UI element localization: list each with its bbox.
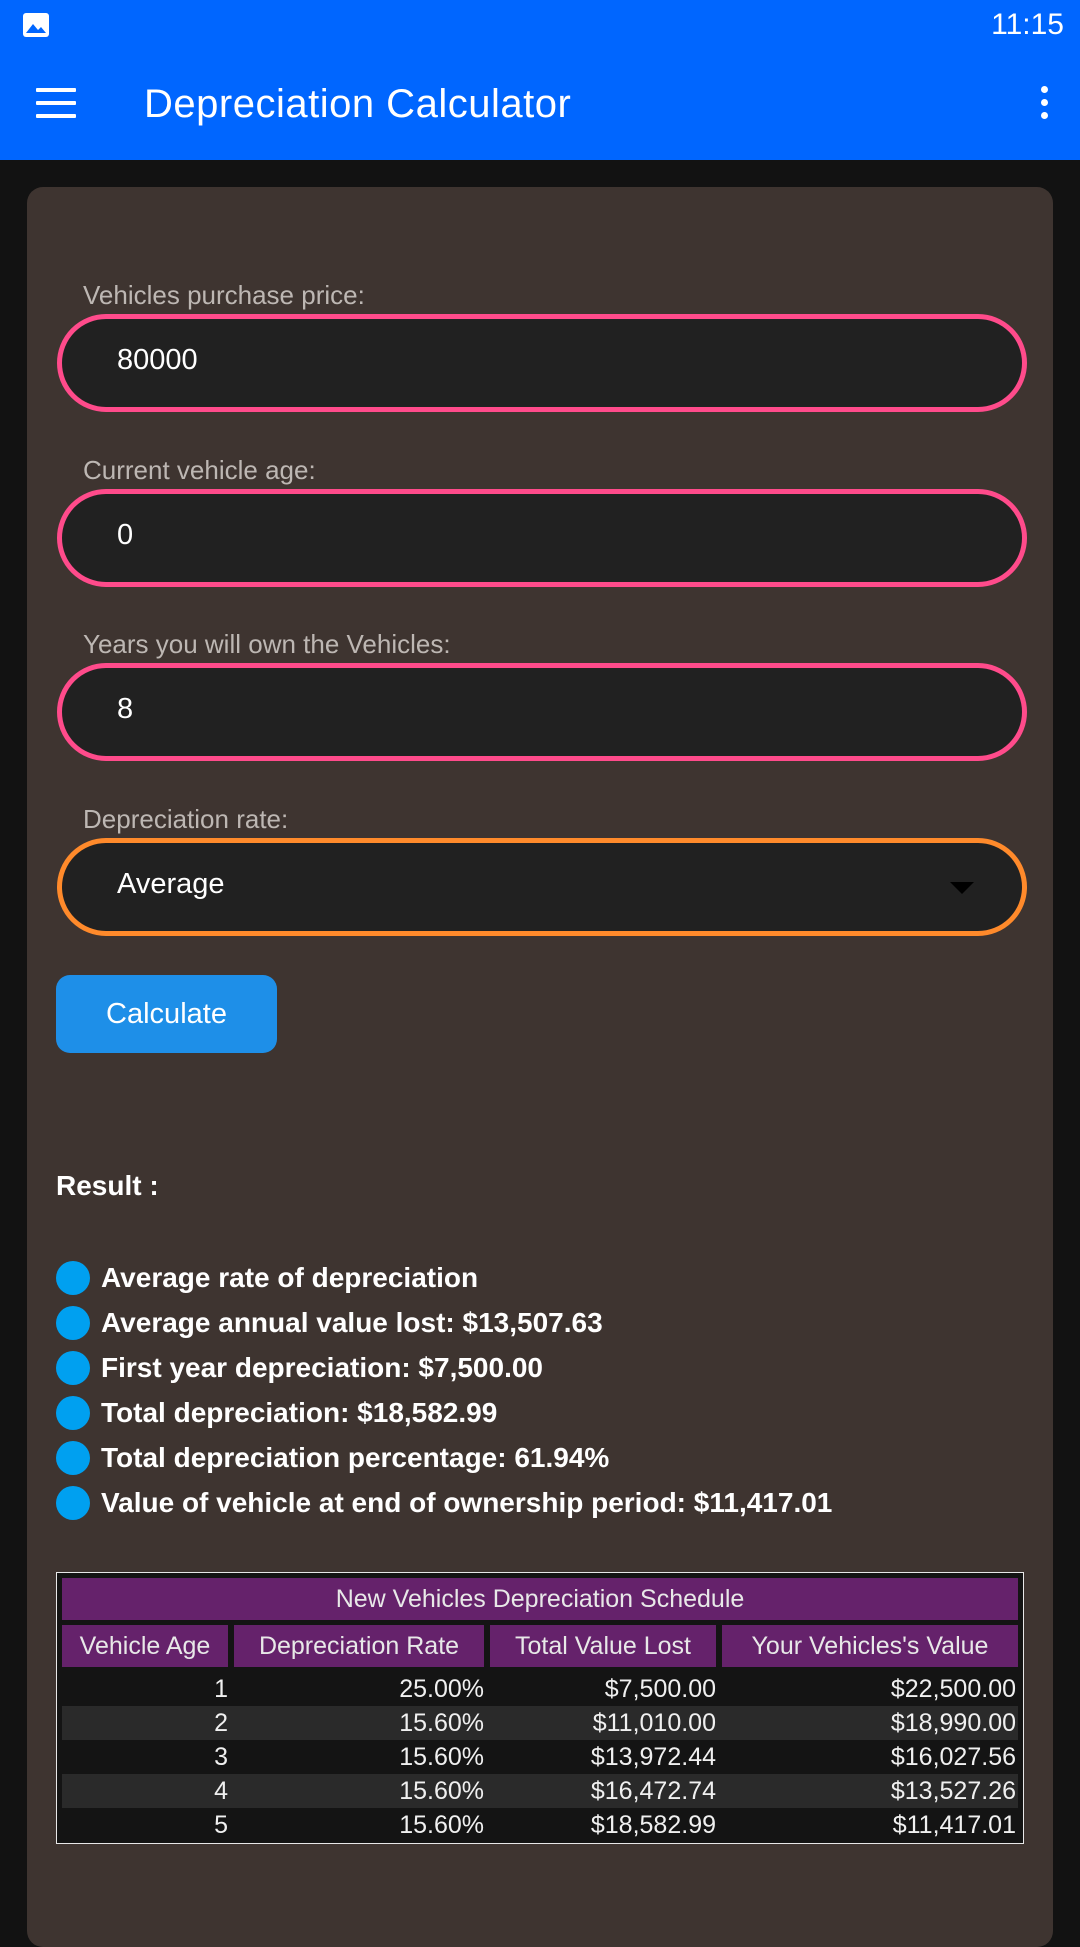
vehicle-age-label: Current vehicle age: [83,455,316,485]
result-item-text: Total depreciation: $18,582.99 [101,1396,498,1428]
vehicle-age-input[interactable] [57,489,1027,587]
more-vert-icon[interactable] [1030,86,1058,126]
result-item [56,1255,832,1300]
bullet-icon [56,1351,90,1385]
column-header-rate: Depreciation Rate [234,1625,484,1667]
purchase-price-input[interactable] [57,314,1027,412]
schedule-title: New Vehicles Depreciation Schedule [62,1578,1018,1620]
cell-age: 1 [214,1675,228,1703]
cell-value-lost: $7,500.00 [604,1675,716,1703]
cell-age: 3 [214,1743,228,1771]
cell-value-lost: $11,010.00 [592,1709,716,1737]
cell-age: 2 [214,1709,228,1737]
result-title: Result : [56,1170,159,1201]
bullet-icon [56,1441,90,1475]
cell-value-lost: $18,582.99 [590,1811,716,1839]
cell-rate: 25.00% [399,1675,484,1703]
purchase-price-value: 80000 [117,344,198,376]
result-item-text: Value of vehicle at end of ownership period: $11,417.01 [101,1486,833,1518]
column-header-age: Vehicle Age [62,1625,228,1667]
column-header-value-lost: Total Value Lost [490,1625,716,1667]
result-item-text: Average annual value lost: $13,507.63 [101,1306,603,1338]
bullet-icon [56,1306,90,1340]
cell-rate: 15.60% [399,1811,484,1839]
depreciation-schedule-table [56,1572,1024,1844]
calculate-button[interactable]: Calculate [56,975,277,1053]
result-item [56,1480,832,1525]
dropdown-arrow-icon [950,882,974,894]
result-item-text: Average rate of depreciation [101,1261,479,1293]
cell-rate: 15.60% [399,1743,484,1771]
cell-vehicle-value: $22,500.00 [890,1675,1016,1703]
vehicle-age-value: 0 [117,519,134,551]
cell-vehicle-value: $11,417.01 [892,1811,1016,1839]
depreciation-rate-label: Depreciation rate: [83,804,289,834]
table-row [62,1740,1018,1774]
hamburger-menu-icon[interactable] [36,88,76,120]
cell-vehicle-value: $16,027.56 [890,1743,1016,1771]
result-item [56,1300,832,1345]
years-own-label: Years you will own the Vehicles: [83,629,451,659]
cell-value-lost: $13,972.44 [590,1743,716,1771]
cell-value-lost: $16,472.74 [590,1777,716,1805]
bullet-icon [56,1396,90,1430]
cell-age: 4 [214,1777,228,1805]
app-bar [0,0,1080,160]
image-icon [22,12,50,38]
table-row [62,1706,1018,1740]
result-item-text: Total depreciation percentage: 61.94% [101,1441,610,1473]
cell-vehicle-value: $13,527.26 [890,1777,1016,1805]
purchase-price-label: Vehicles purchase price: [83,280,365,310]
result-item-text: First year depreciation: $7,500.00 [101,1351,543,1383]
result-list [56,1255,832,1525]
column-header-vehicle-value: Your Vehicles's Value [722,1625,1018,1667]
years-own-value: 8 [117,693,134,725]
cell-rate: 15.60% [399,1709,484,1737]
cell-age: 5 [214,1811,228,1839]
bullet-icon [56,1261,90,1295]
years-own-input[interactable] [57,663,1027,761]
table-row [62,1774,1018,1808]
app-title: Depreciation Calculator [144,82,572,126]
cell-rate: 15.60% [399,1777,484,1805]
depreciation-rate-value: Average [117,868,225,900]
result-item [56,1435,832,1480]
result-item [56,1345,832,1390]
status-time: 11:15 [991,8,1064,41]
status-bar [0,0,1080,50]
depreciation-rate-select[interactable] [57,838,1027,936]
table-row [62,1808,1018,1842]
cell-vehicle-value: $18,990.00 [890,1709,1016,1737]
table-row [62,1672,1018,1706]
bullet-icon [56,1486,90,1520]
result-item [56,1390,832,1435]
